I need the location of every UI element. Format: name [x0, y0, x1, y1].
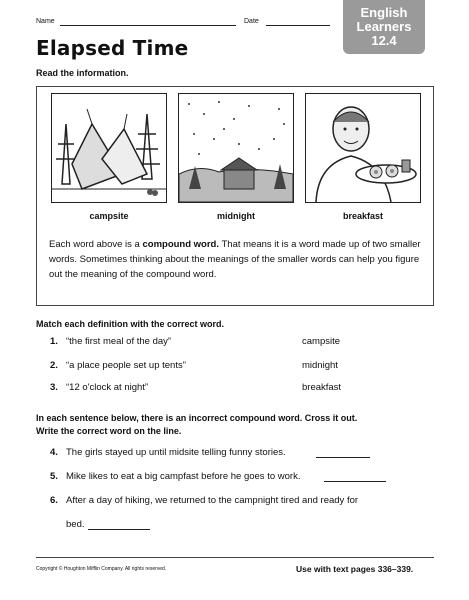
name-label: Name [36, 18, 55, 25]
intro-instruction: Read the information. [36, 68, 129, 78]
badge-line-3: 12.4 [371, 33, 397, 48]
match-word[interactable]: campsite [302, 336, 341, 347]
sentence-text: After a day of hiking, we returned to the campnight tired and ready for [66, 495, 359, 506]
sentence-text: Mike likes to eat a big campfast before he goes to work. [66, 471, 301, 482]
text-pages-reference: Use with text pages 336–339. [296, 564, 414, 574]
match-number: 1. [50, 336, 58, 347]
match-word[interactable]: breakfast [302, 382, 342, 393]
date-line[interactable] [266, 25, 330, 26]
match-definition: “the first meal of the day” [66, 336, 172, 347]
match-definition: “12 o'clock at night” [66, 382, 149, 393]
answer-line-6[interactable] [88, 529, 150, 530]
correction-instruction-1: In each sentence below, there is an incorrect compound word. Cross it out. [36, 413, 358, 423]
date-label: Date [244, 18, 259, 25]
sentence-number: 6. [50, 495, 58, 506]
campsite-illustration [51, 93, 167, 203]
paragraph-text-continued: That means it is a word made up of two smaller words. Sometimes thinking about the meanings of the smaller words can help you figure out the meaning of the compound word. [49, 239, 421, 280]
compound-word-paragraph [49, 237, 421, 282]
caption-midnight: midnight [217, 211, 255, 221]
footer-divider [36, 557, 434, 558]
answer-line-4[interactable] [316, 457, 370, 458]
paragraph-bold-term: compound word. [142, 239, 220, 250]
correction-instruction-2: Write the correct word on the line. [36, 426, 182, 436]
match-instruction: Match each definition with the correct word. [36, 319, 225, 329]
answer-line-5[interactable] [324, 481, 386, 482]
sentence-number: 4. [50, 447, 58, 458]
sentence-continuation: bed. [66, 519, 85, 530]
badge-line-2: Learners [356, 19, 412, 34]
info-box [36, 86, 434, 306]
caption-campsite: campsite [89, 211, 129, 221]
name-line[interactable] [60, 25, 236, 26]
caption-breakfast: breakfast [342, 211, 384, 221]
match-number: 2. [50, 360, 58, 371]
sentence-number: 5. [50, 471, 58, 482]
match-definition: “a place people set up tents” [66, 360, 186, 371]
breakfast-illustration [305, 93, 421, 203]
page-title: Elapsed Time [36, 36, 189, 60]
badge-line-1: English [360, 5, 408, 20]
english-learners-badge [343, 0, 425, 54]
match-word[interactable]: midnight [302, 360, 338, 371]
copyright-text: Copyright © Houghton Mifflin Company. All rights reserved. [36, 566, 167, 572]
paragraph-text: Each word above is a [49, 239, 143, 250]
match-number: 3. [50, 382, 58, 393]
midnight-illustration [178, 93, 294, 203]
sentence-text: The girls stayed up until midsite telling funny stories. [66, 447, 286, 458]
